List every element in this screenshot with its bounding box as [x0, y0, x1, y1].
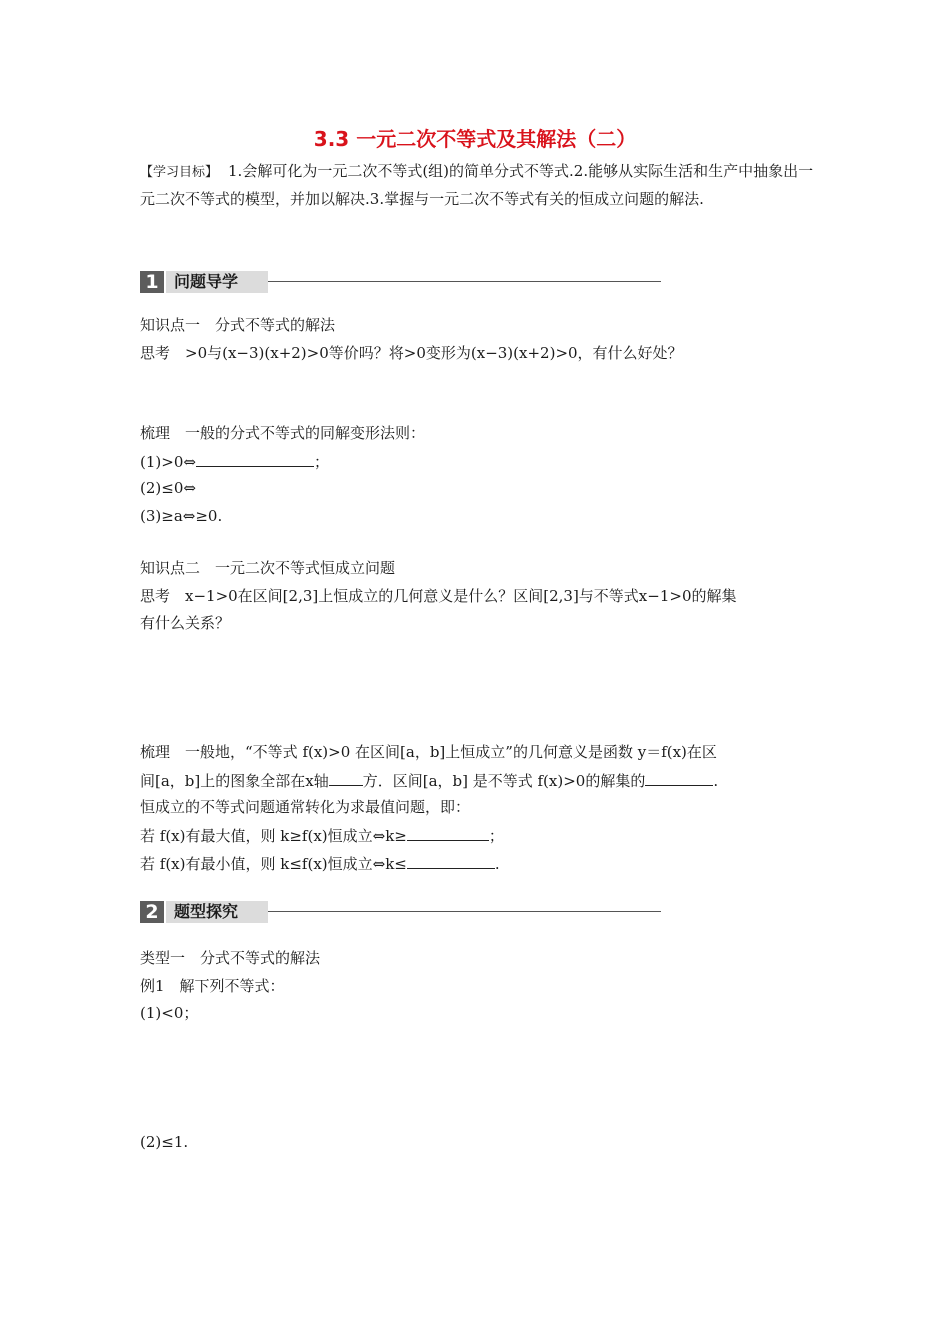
kp1-think: 思考 >0与(x−3)(x+2)>0等价吗？将>0变形为(x−3)(x+2)>0，有什么好处？: [140, 344, 683, 362]
question-2: (2)≤1.: [140, 1133, 189, 1151]
answer-blank[interactable]: [196, 451, 314, 467]
question-1: (1)<0；: [140, 1004, 199, 1022]
kp2-sort-line5-text: 若 f(x)有最小值，则 k≤f(x)恒成立⇔k≤: [140, 855, 407, 873]
section-label: 题型探究: [166, 901, 268, 923]
goal-label: 【学习目标】: [140, 165, 219, 180]
rule-1-end: ；: [313, 453, 329, 471]
section-label: 问题导学: [166, 271, 268, 293]
kp2-sort-line2: [140, 770, 718, 791]
kp1-sort-title: 梳理 一般的分式不等式的同解变形法则：: [140, 424, 426, 442]
rule-2: (2)≤0⇔: [140, 479, 196, 497]
kp2-sort-line1: 梳理 一般地，“不等式 f(x)>0 在区间[a，b]上恒成立”的几何意义是函数 y＝f(x)在区: [140, 743, 717, 761]
learning-goals: [140, 158, 815, 212]
section-number: 2: [140, 901, 164, 923]
kp2-think-line1: 思考 x−1>0在区间[2,3]上恒成立的几何意义是什么？区间[2,3]与不等式x−1>0的解集: [140, 587, 737, 605]
kp2-sort-line2-b: 方．区间[a，b] 是不等式 f(x)>0的解集的: [362, 772, 646, 790]
section-rule: [268, 281, 661, 282]
kp1-heading: 知识点一 分式不等式的解法: [140, 316, 336, 334]
page-title: 3.3 一元二次不等式及其解法（二）: [313, 127, 637, 151]
answer-blank[interactable]: [407, 825, 489, 841]
rule-1: [140, 451, 329, 472]
answer-blank[interactable]: [329, 770, 363, 786]
rule-1-text: (1)>0⇔: [140, 453, 196, 471]
kp2-sort-line4-text: 若 f(x)有最大值，则 k≥f(x)恒成立⇔k≥: [140, 827, 407, 845]
answer-blank[interactable]: [645, 770, 713, 786]
kp2-sort-line2-c: .: [713, 772, 719, 790]
section-number: 1: [140, 271, 164, 293]
kp2-sort-line4: [140, 825, 504, 846]
kp2-sort-line4-end: ；: [488, 827, 504, 845]
goal-text: 1.会解可化为一元二次不等式(组)的简单分式不等式.2.能够从实际生活和生产中抽象出一元二次不等式的模型，并加以解决.3.掌握与一元二次不等式有关的恒成立问题的解法.: [140, 162, 814, 208]
kp2-sort-line3: 恒成立的不等式问题通常转化为求最值问题，即：: [140, 798, 471, 816]
type1-heading: 类型一 分式不等式的解法: [140, 949, 321, 967]
section-rule: [268, 911, 661, 912]
kp2-sort-line5-end: .: [494, 855, 500, 873]
kp2-sort-line5: [140, 853, 500, 874]
kp2-sort-line2-a: 间[a，b]上的图象全部在x轴: [140, 772, 329, 790]
example-1: 例1 解下列不等式：: [140, 977, 285, 995]
kp2-think-line2: 有什么关系？: [140, 614, 231, 632]
rule-3: (3)≥a⇔≥0.: [140, 507, 223, 525]
kp2-heading: 知识点二 一元二次不等式恒成立问题: [140, 559, 396, 577]
answer-blank[interactable]: [407, 853, 495, 869]
